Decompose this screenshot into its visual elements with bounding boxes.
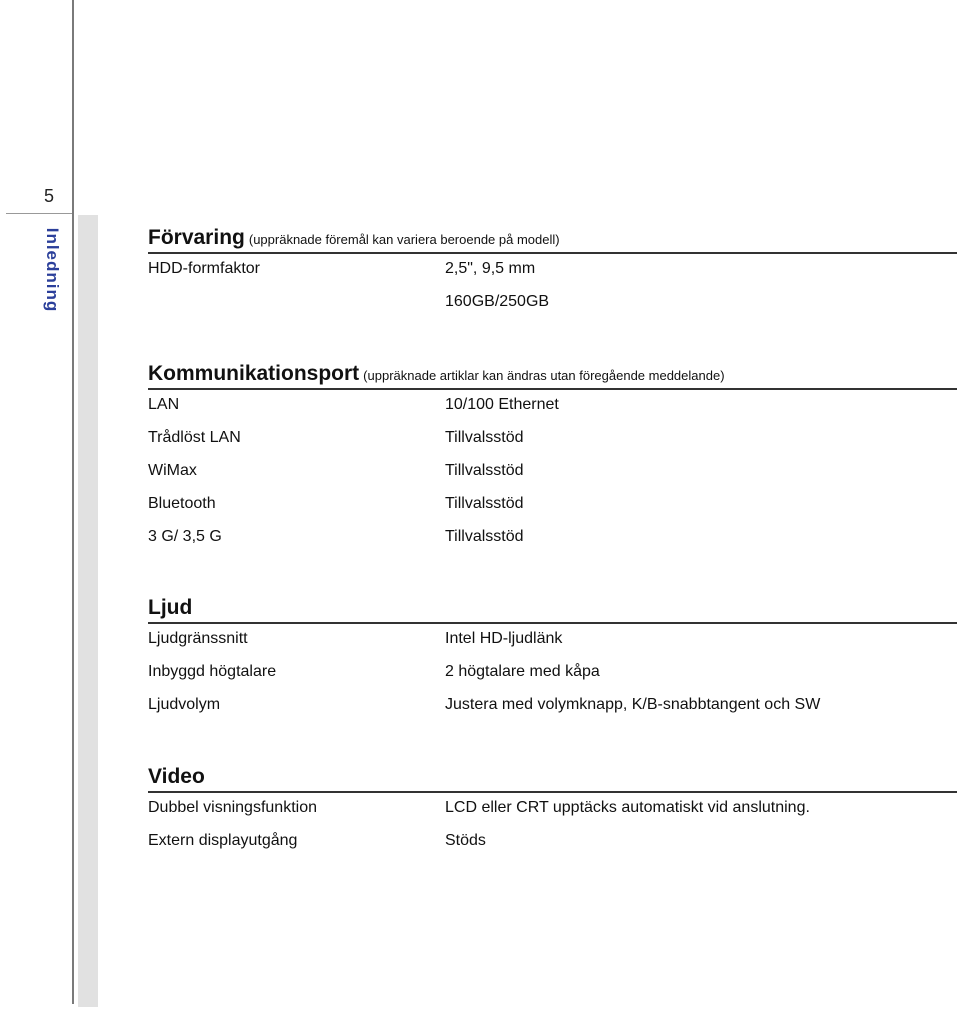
spec-value: 10/100 Ethernet — [445, 396, 559, 413]
spec-row — [148, 287, 960, 320]
margin-gray-bar — [78, 215, 98, 1007]
spec-value: 160GB/250GB — [445, 293, 550, 310]
page-number: 5 — [44, 186, 55, 206]
spec-value: Tillvalsstöd — [445, 429, 524, 446]
spec-row — [148, 489, 960, 522]
section-header — [148, 358, 960, 390]
spec-value: 2 högtalare med kåpa — [445, 663, 600, 680]
spec-row — [148, 793, 960, 826]
spec-value: LCD eller CRT upptäcks automatiskt vid anslutning. — [445, 799, 810, 816]
section-audio — [148, 592, 960, 723]
spec-value: Tillvalsstöd — [445, 462, 524, 479]
page-margin-line — [72, 0, 74, 1004]
spec-label: HDD-formfaktor — [148, 260, 261, 277]
spec-row — [148, 390, 960, 423]
section-title-text: Ljud — [148, 596, 193, 619]
spec-row — [148, 522, 960, 555]
spec-row — [148, 624, 960, 657]
spec-row — [148, 423, 960, 456]
page-number-rule — [6, 213, 72, 214]
spec-value: 2,5", 9,5 mm — [445, 260, 536, 277]
section-title — [148, 596, 192, 620]
spec-value: Justera med volymknapp, K/B-snabbtangent och SW — [445, 696, 821, 713]
section-header — [148, 222, 960, 254]
spec-label: 3 G/ 3,5 G — [148, 528, 222, 545]
spec-label: WiMax — [148, 462, 197, 479]
section-communication-ports — [148, 358, 960, 555]
section-subtitle: (uppräknade föremål kan variera beroende på modell) — [248, 232, 560, 247]
section-header — [148, 761, 960, 793]
spec-label: Ljudgränssnitt — [148, 630, 248, 647]
spec-label: Trådlöst LAN — [148, 429, 241, 446]
section-title — [148, 362, 725, 386]
spec-value: Tillvalsstöd — [445, 495, 524, 512]
section-title — [148, 765, 205, 789]
section-header — [148, 592, 960, 624]
spec-row — [148, 456, 960, 489]
spec-value: Tillvalsstöd — [445, 528, 524, 545]
spec-label: Ljudvolym — [148, 696, 221, 713]
spec-row — [148, 826, 960, 859]
section-video — [148, 761, 960, 859]
spec-value: Intel HD-ljudlänk — [445, 630, 563, 647]
spec-row — [148, 690, 960, 723]
section-title-text: Förvaring — [148, 226, 245, 249]
section-title-text: Video — [148, 765, 205, 788]
section-title-text: Kommunikationsport — [148, 362, 360, 385]
spec-label: Extern displayutgång — [148, 832, 298, 849]
section-title — [148, 226, 560, 250]
chapter-title: Inledning — [43, 227, 62, 313]
spec-label: LAN — [148, 396, 180, 413]
spec-label: Inbyggd högtalare — [148, 663, 277, 680]
section-subtitle: (uppräknade artiklar kan ändras utan föregående meddelande) — [363, 368, 725, 383]
spec-label: Dubbel visningsfunktion — [148, 799, 317, 816]
spec-value: Stöds — [445, 832, 486, 849]
section-storage — [148, 222, 960, 320]
spec-row — [148, 657, 960, 690]
spec-label: Bluetooth — [148, 495, 216, 512]
spec-row — [148, 254, 960, 287]
